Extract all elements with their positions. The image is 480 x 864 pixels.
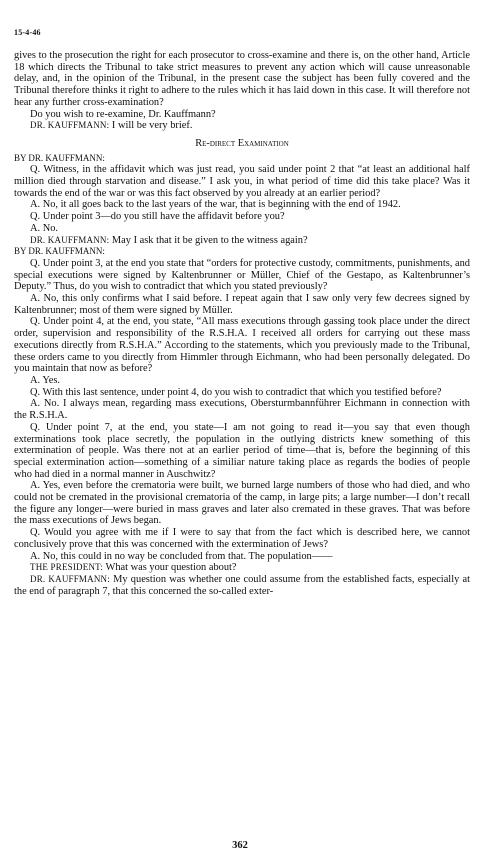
transcript-paragraph: Q. Would you agree with me if I were to say that from the fact which is described here, we cannot conclusively prove that this was concerned with the extermination of Jews?: [14, 527, 470, 550]
speaker-name: DR. KAUFFMANN:: [30, 573, 110, 584]
speaker-paragraph: [14, 120, 470, 132]
transcript-paragraph: Q. Under point 4, at the end, you state, “All mass executions through gassing took place under the direct order, supervision and responsibility of the R.S.H.A. I received all orders for carrying out these mass executions directly from R.S.H.A.” According to the statements, which you previously made to the Tribunal, these orders came to you directly from Himmler through Eichmann, who had been personally delegated. Do you maintain that now as before?: [14, 316, 470, 375]
transcript-paragraph: Q. Under point 7, at the end, you state—I am not going to read it—you say that even though exterminations took place secretly, the population in the outlying districts knew something of this extermination of people. Was there not at an earlier period of time—that is, before the beginning of this special extermination action—something of a similiar nature taking place as regards the bodies of people who had died in a normal manner in Auschwitz?: [14, 421, 470, 480]
speaker-name: THE PRESIDENT:: [30, 562, 104, 573]
transcript-paragraph: Q. With this last sentence, under point 4, do you wish to contradict that which you testified before?: [30, 386, 442, 398]
page-date: 15-4-46: [14, 28, 41, 37]
examiner-byline: BY DR. KAUFFMANN:: [14, 152, 105, 163]
speaker-text: My question was whether one could assume from the established facts, especially at the end of paragraph 7, that this concerned the so-called exter-: [14, 573, 470, 597]
transcript-paragraph: A. No. I always mean, regarding mass executions, Obersturmbannführer Eichmann in connection with the R.S.H.A.: [14, 398, 470, 422]
transcript-paragraph: Do you wish to re-examine, Dr. Kauffmann?: [30, 108, 216, 120]
speaker-text: I will be very brief.: [109, 120, 193, 132]
transcript-paragraph: A. Yes, even before the crematoria were built, we burned large numbers of those who had died, and who could not be cremated in the provisional crematoria of the camp, in large pits; a large number—I don’t recall the figure any longer—were buried in mass graves and later also cremated in these graves. That was before the mass executions of Jews began.: [14, 480, 470, 527]
speaker-text: May I ask that it be given to the witness again?: [109, 234, 308, 246]
speaker-paragraph: [14, 574, 470, 597]
transcript-paragraph: A. No, it all goes back to the last years of the war, that is beginning with the end of 1942.: [30, 199, 401, 211]
page-number: 362: [232, 840, 248, 851]
transcript-paragraph: A. No.: [30, 222, 58, 234]
transcript-paragraph: A. No, this only confirms what I said before. I repeat again that I saw only very few decrees signed by Kaltenbrunner; most of them were signed by Müller.: [14, 293, 470, 316]
examiner-byline: BY DR. KAUFFMANN:: [14, 246, 105, 257]
speaker-name: DR. KAUFFMANN:: [30, 234, 110, 245]
page-body: [14, 50, 470, 597]
transcript-paragraph: A. No, this could in no way be concluded from that. The population——: [30, 550, 333, 562]
section-heading: Re-direct Examination: [195, 137, 289, 149]
transcript-paragraph: Q. Witness, in the affidavit which was just read, you said under point 2 that “at least an additional half million died through starvation and disease.” I ask you, in what period of time did this take place? Was it towards the end of the war or was this fact observed by you already at an earlier period?: [14, 164, 470, 199]
speaker-name: DR. KAUFFMANN:: [30, 120, 110, 131]
transcript-paragraph: Q. Under point 3—do you still have the affidavit before you?: [30, 211, 285, 223]
transcript-paragraph: Q. Under point 3, at the end you state that “orders for protective custody, commitments, punishments, and special executions were signed by Kaltenbrunner or Müller, Chief of the Gestapo, as Kaltenbrunner’s Deputy.” Thus, do you wish to contradict that which you stated previously?: [14, 257, 470, 293]
speaker-paragraph: [14, 562, 470, 574]
speaker-paragraph: [14, 235, 470, 247]
transcript-paragraph: gives to the prosecution the right for each prosecutor to cross-examine and there is, on the other hand, Article 18 which directs the Tribunal to take strict measures to prevent any action which will cause unreasonable delay, and, in the opinion of the Tribunal, in the present case the subject has been fully covered and the Tribunal therefore thinks it right to adhere to the rules which it has laid down in this case. It will therefore not hear any further cross-examination?: [14, 50, 470, 108]
transcript-paragraph: A. Yes.: [30, 374, 61, 386]
speaker-text: What was your question about?: [103, 562, 237, 574]
